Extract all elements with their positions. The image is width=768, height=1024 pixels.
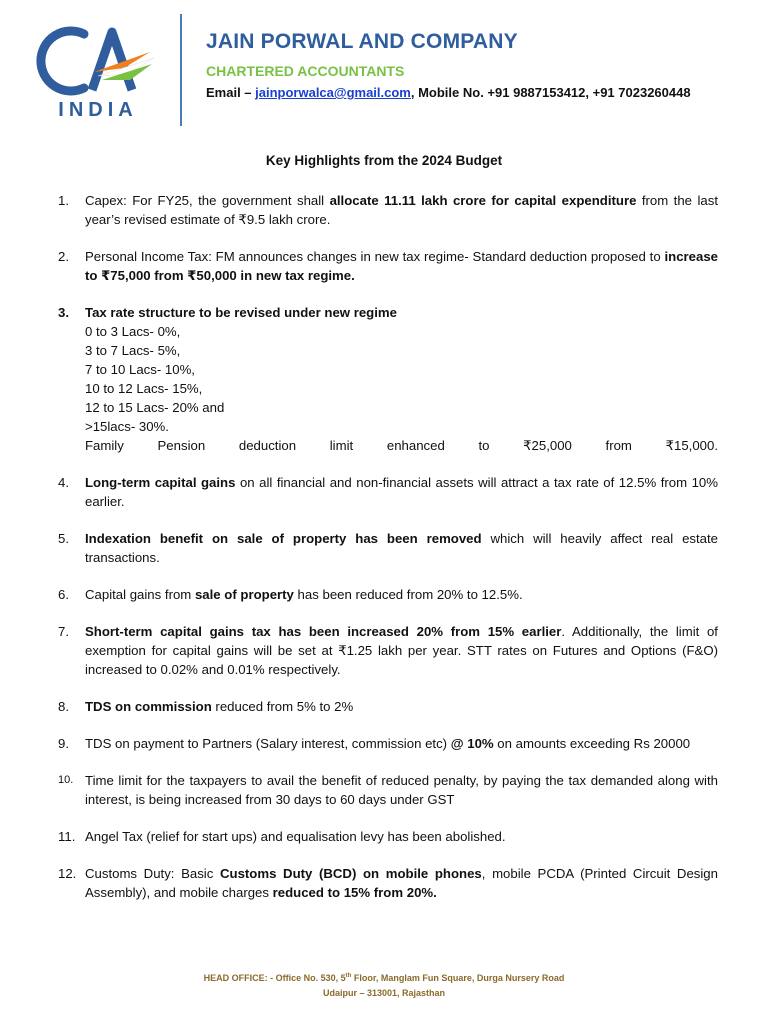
rate-heading: Tax rate structure to be revised under new regime xyxy=(85,305,397,320)
list-item-text xyxy=(85,529,718,567)
text-run: TDS on payment to Partners (Salary interest, commission etc) xyxy=(85,736,451,751)
list-item-text xyxy=(85,247,718,285)
text-run: from the last year’s revised estimate of ₹9.5 lakh crore. xyxy=(85,193,718,227)
text-run: Angel Tax (relief for start ups) and equalisation levy has been abolished. xyxy=(85,829,506,844)
family-pension-word: limit xyxy=(329,438,354,453)
bold-text: Short-term capital gains tax has been increased 20% from 15% earlier xyxy=(85,624,562,639)
bold-text: @ 10% xyxy=(450,736,494,751)
list-item-number: 4. xyxy=(58,475,69,490)
list-item-number: 7. xyxy=(58,624,69,639)
list-item-text xyxy=(85,585,718,604)
list-item xyxy=(58,697,718,716)
bold-text: allocate 11.11 lakh crore for capital expenditure xyxy=(329,193,637,208)
list-item-text xyxy=(85,771,718,809)
bold-text: TDS on commission xyxy=(85,699,212,714)
family-pension-word: deduction xyxy=(238,438,297,453)
family-pension-word: from xyxy=(605,438,632,453)
list-item-text xyxy=(85,734,718,753)
bold-text: reduced to 15% from 20%. xyxy=(272,885,437,900)
rate-slab: 0 to 3 Lacs- 0%, xyxy=(85,324,181,339)
rate-slab: >15lacs- 30%. xyxy=(85,419,169,434)
document-title: Key Highlights from the 2024 Budget xyxy=(265,153,503,168)
text-run: on amounts exceeding Rs 20000 xyxy=(493,736,691,751)
text-run: Capex: For FY25, the government shall xyxy=(85,193,330,208)
family-pension-word: ₹15,000. xyxy=(665,438,718,453)
bold-text: Indexation benefit on sale of property has been removed xyxy=(85,531,482,546)
list-item xyxy=(58,734,718,753)
rate-slab: 3 to 7 Lacs- 5%, xyxy=(85,343,181,358)
text-run: Capital gains from xyxy=(85,587,195,602)
text-run: . Additionally, the limit of exemption for capital gains will be set at ₹1.25 lakh per year. STT rates on Futures and Options (F&O) increased to 0.02% and 0.01% respectively. xyxy=(85,624,718,677)
list-item xyxy=(58,473,718,511)
ca-india-logo xyxy=(32,22,162,122)
bold-text: increase to ₹75,000 from ₹50,000 in new tax regime. xyxy=(85,249,718,283)
text-run: has been reduced from 20% to 12.5%. xyxy=(293,587,523,602)
firm-name: JAIN PORWAL AND COMPANY xyxy=(206,30,518,53)
family-pension-word: Family xyxy=(85,438,124,453)
header-divider xyxy=(180,14,182,126)
list-item xyxy=(58,864,718,902)
footer-address xyxy=(0,969,768,1001)
list-item-text xyxy=(85,827,718,846)
list-item xyxy=(58,827,718,846)
footer-line-1-b: Floor, Manglam Fun Square, Durga Nursery Road xyxy=(351,973,565,983)
list-item-number: 12. xyxy=(58,866,77,881)
list-item-number: 2. xyxy=(58,249,69,264)
text-run: on all financial and non-financial assets will attract a tax rate of 12.5% from 10% earlier. xyxy=(85,475,718,509)
text-run: , mobile PCDA (Printed Circuit Design Assembly), and mobile charges xyxy=(85,866,718,900)
list-item xyxy=(58,771,718,809)
list-item xyxy=(58,303,718,455)
family-pension-word: ₹25,000 xyxy=(523,438,572,453)
list-item xyxy=(58,247,718,285)
family-pension-word: to xyxy=(478,438,490,453)
list-item xyxy=(58,622,718,679)
text-run: Customs Duty: Basic xyxy=(85,866,220,881)
email-link[interactable]: jainporwalca@gmail.com xyxy=(255,85,411,100)
rate-slab: 7 to 10 Lacs- 10%, xyxy=(85,362,195,377)
family-pension-word: enhanced xyxy=(386,438,445,453)
list-item-number: 3. xyxy=(58,305,69,320)
list-item xyxy=(58,191,718,229)
list-item-number: 5. xyxy=(58,531,69,546)
list-item-text xyxy=(85,864,718,902)
text-run: Time limit for the taxpayers to avail the benefit of reduced penalty, by paying the tax demanded along with interest, is being increased from 30 days to 60 days under GST xyxy=(85,773,718,807)
contact-line xyxy=(206,85,691,100)
family-pension-line xyxy=(85,436,718,455)
list-item-text xyxy=(85,191,718,229)
footer-line-1-a: HEAD OFFICE: - Office No. 530, 5 xyxy=(203,973,346,983)
list-item xyxy=(58,585,718,604)
text-run: reduced from 5% to 2% xyxy=(211,699,354,714)
list-item-number: 9. xyxy=(58,736,69,751)
list-item-number: 8. xyxy=(58,699,69,714)
footer-line-1-sup: th xyxy=(345,973,352,979)
list-item-text xyxy=(85,622,718,679)
footer-line-2: Udaipur – 313001, Rajasthan xyxy=(322,988,446,998)
firm-subtitle: CHARTERED ACCOUNTANTS xyxy=(206,63,405,79)
list-item-number: 10. xyxy=(58,774,74,786)
footer-line-1 xyxy=(0,969,768,986)
list-item-text xyxy=(85,697,718,716)
email-label: Email – xyxy=(206,85,256,100)
bold-text: sale of property xyxy=(194,587,294,602)
text-run: which will heavily affect real estate transactions. xyxy=(85,531,718,565)
rate-slab: 10 to 12 Lacs- 15%, xyxy=(85,381,203,396)
rate-slab: 12 to 15 Lacs- 20% and xyxy=(85,400,225,415)
list-item-text xyxy=(85,303,718,455)
list-item-text xyxy=(85,473,718,511)
letterhead xyxy=(0,0,768,130)
logo-country-text: INDIA xyxy=(58,99,138,121)
list-item-number: 6. xyxy=(58,587,69,602)
highlights-list xyxy=(58,191,718,920)
family-pension-word: Pension xyxy=(157,438,206,453)
list-item-number: 1. xyxy=(58,193,69,208)
list-item-number: 11. xyxy=(58,829,76,844)
list-item xyxy=(58,529,718,567)
bold-text: Customs Duty (BCD) on mobile phones xyxy=(219,866,482,881)
text-run: Personal Income Tax: FM announces changes in new tax regime- Standard deduction proposed to xyxy=(85,249,665,264)
bold-text: Long-term capital gains xyxy=(85,475,236,490)
mobile-numbers: , Mobile No. +91 9887153412, +91 7023260448 xyxy=(410,85,691,100)
